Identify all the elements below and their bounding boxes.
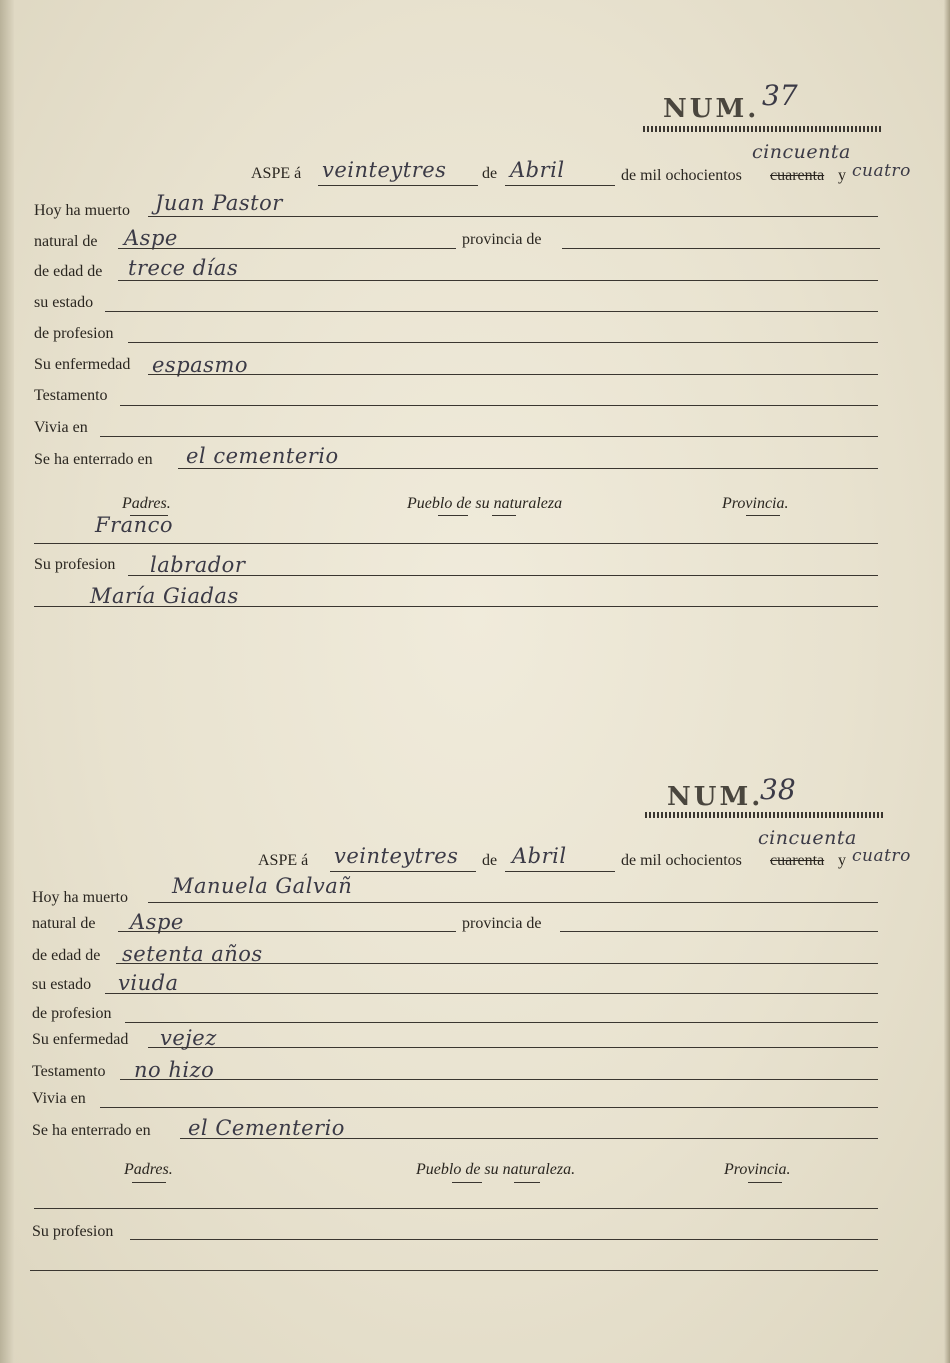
value-estado: viuda xyxy=(118,971,179,995)
label-testamento: Testamento xyxy=(32,1063,106,1080)
header-pueblo: Pueblo de su naturaleza. xyxy=(416,1161,576,1178)
label-enterrado: Se ha enterrado en xyxy=(32,1122,151,1139)
value-nombre: Manuela Galvañ xyxy=(172,874,353,898)
label-enterrado: Se ha enterrado en xyxy=(34,451,153,468)
line-estado xyxy=(105,311,878,312)
year-correction: cincuenta xyxy=(758,827,857,849)
label-provincia-de: provincia de xyxy=(462,915,542,932)
year-unit: cuatro xyxy=(852,846,911,866)
line-madre xyxy=(34,606,878,607)
label-vivia: Vivia en xyxy=(32,1090,86,1107)
label-su-profesion: Su profesion xyxy=(32,1223,114,1240)
line-profesion xyxy=(128,342,878,343)
header-padres: Padres. xyxy=(122,495,171,512)
year-printed: cuarenta xyxy=(770,167,825,184)
label-edad: de edad de xyxy=(34,263,103,280)
label-edad: de edad de xyxy=(32,947,101,964)
line-natural xyxy=(118,248,456,249)
month-line xyxy=(505,871,615,872)
header-pueblo: Pueblo de su naturaleza xyxy=(407,495,563,512)
line-enfermedad xyxy=(148,374,878,375)
header-provincia: Provincia. xyxy=(724,1161,791,1178)
header-pueblo-underline-2 xyxy=(492,515,516,516)
death-entry-37 xyxy=(0,0,950,640)
header-pueblo-underline-2 xyxy=(514,1182,540,1183)
label-hoy-ha-muerto: Hoy ha muerto xyxy=(32,889,128,906)
line-provincia xyxy=(562,248,880,249)
label-natural-de: natural de xyxy=(32,915,96,932)
date-month: Abril xyxy=(512,844,567,868)
value-testamento: no hizo xyxy=(134,1058,215,1082)
de-label: de xyxy=(482,165,498,182)
value-nombre: Juan Pastor xyxy=(155,191,283,215)
month-line xyxy=(505,185,615,186)
year-y: y xyxy=(838,167,846,184)
line-padre xyxy=(34,543,878,544)
de-label: de xyxy=(482,852,498,869)
day-line xyxy=(318,185,478,186)
line-edad xyxy=(116,963,878,964)
label-vivia: Vivia en xyxy=(34,419,88,436)
line-padre-profesion xyxy=(128,575,878,576)
line-padre xyxy=(34,1208,878,1209)
entry-number-value: 37 xyxy=(762,79,798,112)
header-padres-underline xyxy=(132,1182,166,1183)
label-su-profesion: Su profesion xyxy=(34,556,116,573)
header-pueblo-underline-1 xyxy=(452,1182,482,1183)
day-line xyxy=(330,871,476,872)
value-enterrado: el cementerio xyxy=(186,444,339,468)
line-madre xyxy=(30,1270,878,1271)
date-day: veinteytres xyxy=(322,158,447,182)
line-testamento xyxy=(120,1079,878,1080)
header-provincia: Provincia. xyxy=(722,495,789,512)
line-enterrado xyxy=(178,468,878,469)
year-prefix: de mil ochocientos xyxy=(621,167,742,184)
year-correction: cincuenta xyxy=(752,141,851,163)
value-enfermedad: vejez xyxy=(160,1026,217,1050)
value-madre: María Giadas xyxy=(90,584,239,608)
line-natural xyxy=(118,931,456,932)
header-provincia-underline xyxy=(748,1182,782,1183)
entry-number-value: 38 xyxy=(760,773,796,806)
line-enfermedad xyxy=(148,1047,878,1048)
header-provincia-underline xyxy=(746,515,780,516)
value-enterrado: el Cementerio xyxy=(188,1116,345,1140)
label-estado: su estado xyxy=(34,294,94,311)
line-testamento xyxy=(120,405,878,406)
line-edad xyxy=(118,280,878,281)
value-padre-profesion: labrador xyxy=(150,553,246,577)
value-edad: trece días xyxy=(128,256,239,280)
value-padre: Franco xyxy=(95,513,174,537)
entry-number-label: NUM. xyxy=(663,94,760,124)
year-printed: cuarenta xyxy=(770,852,825,869)
label-hoy-ha-muerto: Hoy ha muerto xyxy=(34,202,130,219)
line-profesion xyxy=(125,1022,878,1023)
line-padre-profesion xyxy=(130,1239,878,1240)
line-estado xyxy=(105,993,878,994)
line-nombre xyxy=(148,216,878,217)
line-vivia xyxy=(100,1107,878,1108)
line-nombre xyxy=(148,902,878,903)
year-y: y xyxy=(838,852,846,869)
aspe-label: ASPE á xyxy=(258,852,309,869)
label-profesion: de profesion xyxy=(32,1005,112,1022)
label-enfermedad: Su enfermedad xyxy=(34,356,131,373)
number-underline xyxy=(643,126,883,132)
date-day: veinteytres xyxy=(334,844,459,868)
aspe-label: ASPE á xyxy=(251,165,302,182)
entry-number-label: NUM. xyxy=(667,782,764,812)
label-profesion: de profesion xyxy=(34,325,114,342)
date-month: Abril xyxy=(510,158,565,182)
year-prefix: de mil ochocientos xyxy=(621,852,742,869)
line-vivia xyxy=(100,436,878,437)
label-natural-de: natural de xyxy=(34,233,98,250)
death-entry-38 xyxy=(0,690,950,1330)
label-testamento: Testamento xyxy=(34,387,108,404)
label-estado: su estado xyxy=(32,976,92,993)
year-unit: cuatro xyxy=(852,161,911,181)
header-padres: Padres. xyxy=(124,1161,173,1178)
value-enfermedad: espasmo xyxy=(152,353,249,377)
line-enterrado xyxy=(180,1138,878,1139)
label-enfermedad: Su enfermedad xyxy=(32,1031,129,1048)
number-underline xyxy=(645,812,883,818)
line-provincia xyxy=(560,931,878,932)
header-pueblo-underline-1 xyxy=(438,515,468,516)
value-edad: setenta años xyxy=(122,942,263,966)
label-provincia-de: provincia de xyxy=(462,231,542,248)
value-natural: Aspe xyxy=(124,226,178,250)
value-natural: Aspe xyxy=(130,910,184,934)
